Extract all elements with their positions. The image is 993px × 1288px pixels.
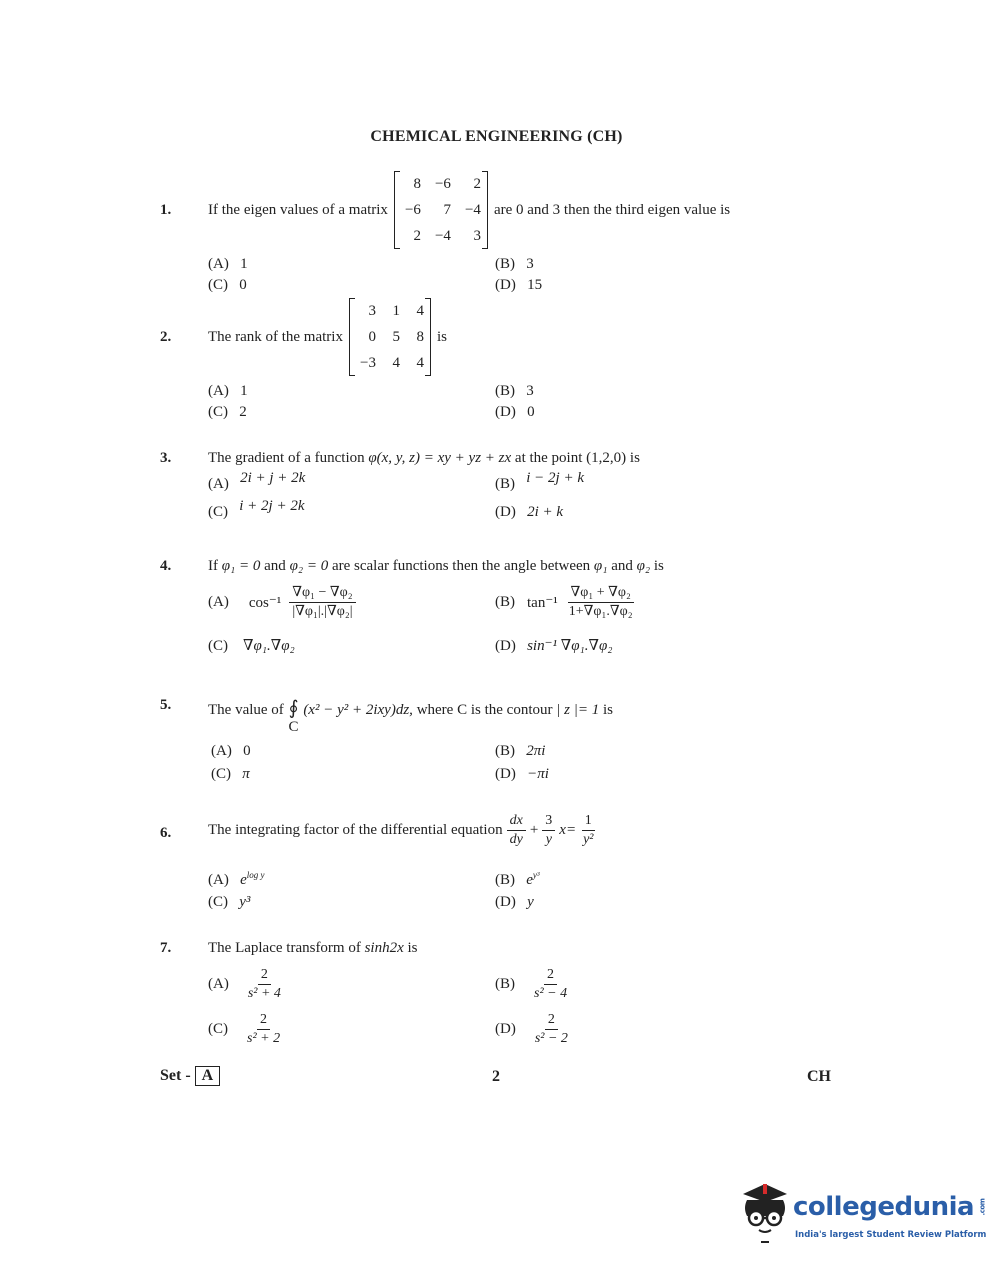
question-number: 7. [160, 940, 172, 956]
question-3: The gradient of a function φ(x, y, z) = xy + yz + zx at the point (1,2,0) is [208, 450, 640, 466]
collegedunia-logo [735, 1178, 987, 1248]
option-a: (A) $e^{log y}$ [208, 870, 265, 888]
option-a: (A) cos⁻¹ $\frac{\text{∇φ₁ − ∇φ₂}}{\text{|∇φ₁|.|∇φ₂|}}$ [208, 584, 356, 621]
question-number: 3. [160, 450, 172, 466]
matrix: 8 −6 2 −6 7 −4 2 −4 3 [394, 171, 488, 249]
page-number: 2 [492, 1068, 500, 1085]
option-d: (D) sin⁻¹ ∇φ₁.∇φ₂ [495, 638, 613, 654]
option-d: (D) −πi [495, 766, 549, 782]
option-a: (A) 1 [208, 256, 248, 272]
set-box: A [195, 1066, 221, 1086]
subject-code: CH [807, 1068, 831, 1085]
page-title: CHEMICAL ENGINEERING (CH) [370, 128, 623, 145]
option-b: (B) i − 2j + k [495, 470, 584, 492]
option-b: (B) tan⁻¹ $\frac{\text{∇φ₁ + ∇φ₂}}{\text{1+∇φ₁.∇φ₂}}$ [495, 585, 633, 619]
option-c: (C) 2 [208, 404, 247, 420]
option-a: (A) 2i + j + 2k [208, 470, 306, 492]
option-d: (D) $\frac{2}{\text{s² − 2}}$ [495, 1012, 568, 1046]
option-b: (B) 3 [495, 383, 534, 399]
question-1: If the eigen values of a matrix 8 −6 2 −6 7 −4 2 −4 3 are 0 and 3 then the third eigen value is [208, 171, 730, 249]
set-label: Set - A [160, 1066, 220, 1086]
option-a: (A) $\frac{2}{\text{s² + 4}}$ [208, 967, 281, 1001]
option-b: (B) 2πi [495, 743, 546, 759]
option-d: (D) 0 [495, 404, 535, 420]
matrix: 3 1 4 0 5 8 −3 4 4 [349, 298, 431, 376]
question-6: The integrating factor of the differential equation $\frac{dx}{dy}$ + $\frac{3}{y}$ x= $\frac{1}{\text{y²}}$ [208, 813, 594, 847]
question-number: 6. [160, 825, 172, 841]
question-number: 4. [160, 558, 172, 574]
question-number: 2. [160, 329, 172, 345]
option-c: (C) y³ [208, 894, 251, 910]
logo-tagline: India's largest Student Review Platform [795, 1230, 987, 1240]
option-b: (B) 3 [495, 256, 534, 272]
question-2: The rank of the matrix 3 1 4 0 5 8 −3 4 4 is [208, 298, 447, 376]
option-d: (D) 15 [495, 277, 543, 293]
question-number: 5. [160, 697, 172, 713]
question-number: 1. [160, 202, 172, 218]
option-c: (C) 0 [208, 277, 247, 293]
option-b: (B) $\frac{2}{\text{s² − 4}}$ [495, 967, 568, 1001]
option-d: (D) y [495, 894, 534, 910]
option-a: (A) 1 [208, 383, 248, 399]
question-4: If φ₁ = 0 and φ₂ = 0 are scalar functions then the angle between φ₁ and φ₂ is [208, 558, 664, 574]
option-c: (C) $\frac{2}{\text{s² + 2}}$ [208, 1012, 281, 1046]
mascot-icon [735, 1178, 795, 1248]
option-c: (C) i + 2j + 2k [208, 498, 305, 520]
option-c: (C) ∇φ₁.∇φ₂ [208, 638, 295, 654]
question-5: The value of ∮ C (x² − y² + 2ixy)dz, where C is the contour | z |= 1 is [208, 698, 613, 735]
option-d: (D) 2i + k [495, 504, 564, 520]
question-7: The Laplace transform of sinh2x is [208, 940, 418, 956]
option-b: (B) $e^{y^3}$ [495, 870, 540, 888]
option-c: (C) π [211, 766, 250, 782]
option-a: (A) 0 [211, 743, 251, 759]
logo-wordmark: collegedunia .com [793, 1192, 987, 1222]
